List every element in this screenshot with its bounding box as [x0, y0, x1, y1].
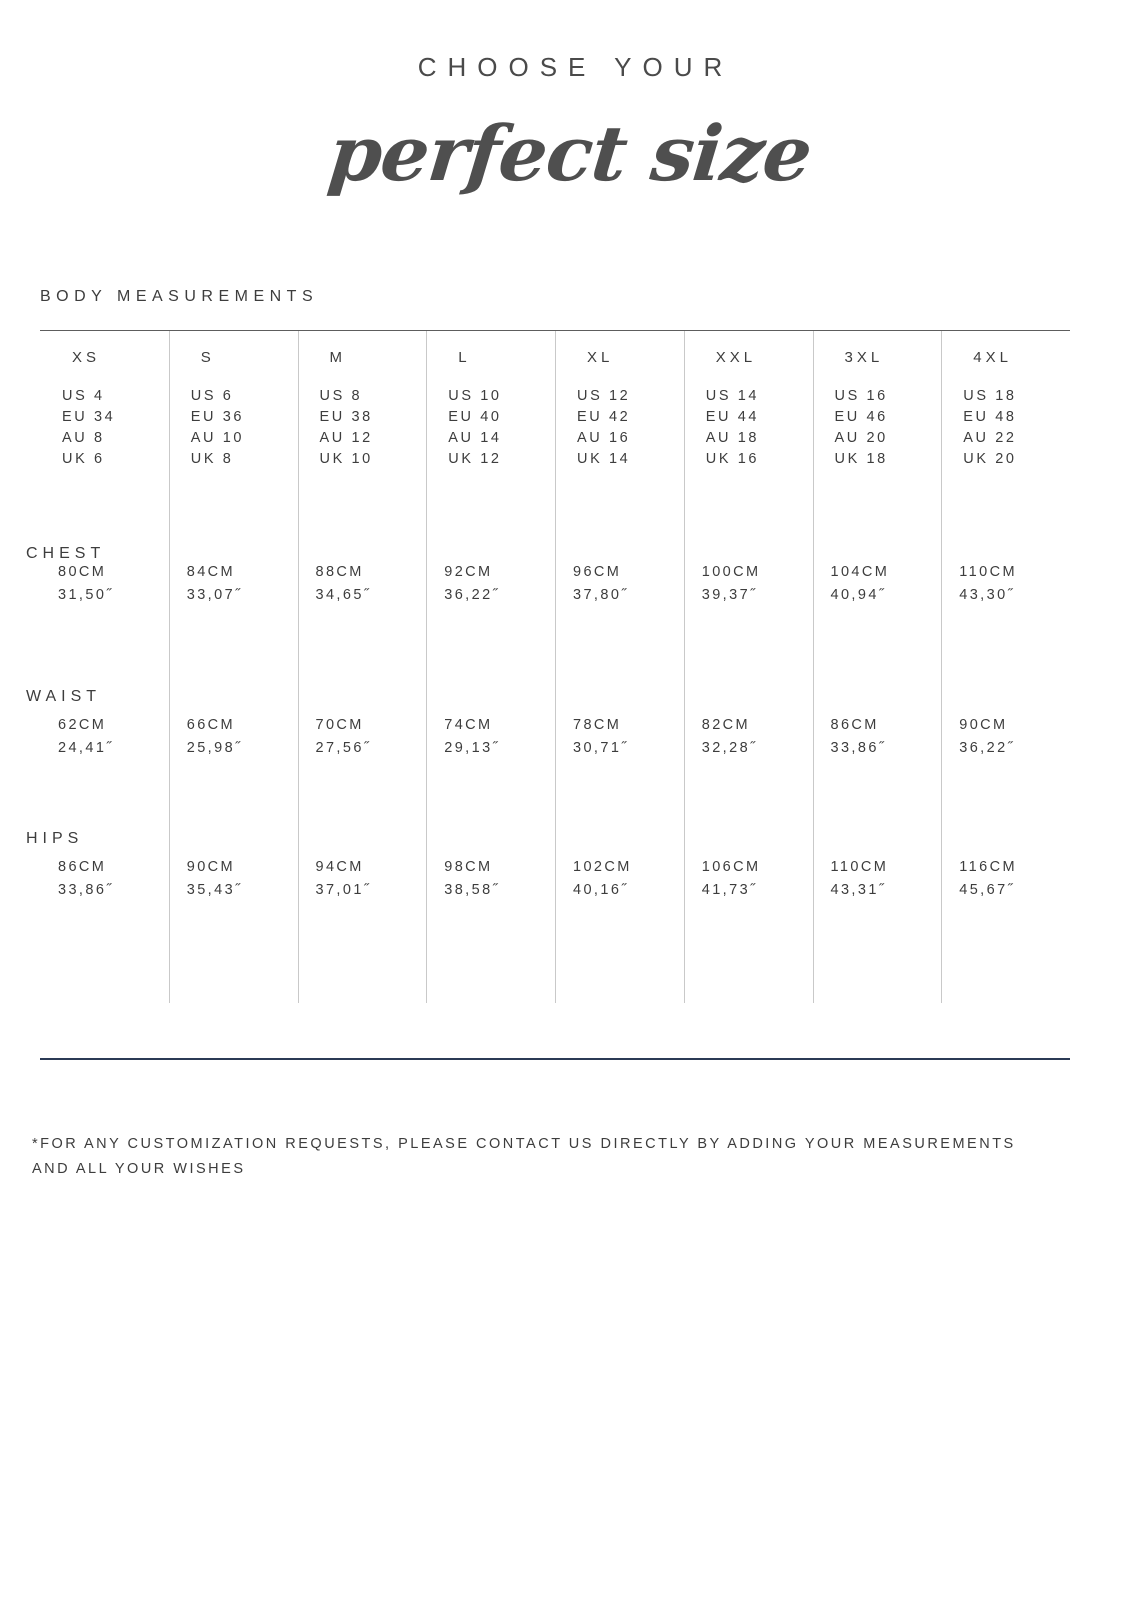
chest-inch: 36,22˝: [444, 587, 500, 603]
row-label-hips: HIPS: [26, 830, 84, 847]
size-au: AU 18: [705, 430, 760, 446]
chest-cm: 84CM: [186, 564, 236, 580]
chest-cm: 88CM: [315, 564, 364, 580]
chest-measurement: [831, 561, 890, 607]
chest-measurement: [702, 561, 761, 607]
hips-inch: 40,16˝: [573, 882, 629, 898]
size-us: US 18: [963, 388, 1017, 404]
chest-cm: 92CM: [444, 564, 493, 580]
size-name: XXL: [715, 349, 757, 366]
size-column-xl: [555, 331, 684, 1003]
hips-cm: 86CM: [58, 859, 107, 875]
size-name: L: [458, 349, 471, 366]
size-uk: UK 6: [62, 451, 105, 467]
chest-inch: 31,50˝: [58, 587, 114, 603]
waist-inch: 29,13˝: [444, 740, 500, 756]
hips-measurement: [444, 856, 500, 902]
chest-cm: 100CM: [701, 564, 761, 580]
waist-inch: 25,98˝: [186, 740, 243, 756]
waist-cm: 62CM: [58, 717, 107, 733]
chest-measurement: [58, 561, 114, 607]
size-uk: UK 12: [448, 451, 502, 467]
size-eu: EU 36: [190, 409, 245, 425]
hips-cm: 94CM: [315, 859, 364, 875]
waist-inch: 27,56˝: [315, 740, 372, 756]
waist-inch: 36,22˝: [959, 740, 1015, 756]
size-conversions: [959, 386, 1070, 470]
hips-inch: 41,73˝: [701, 882, 758, 898]
hips-cm: 110CM: [830, 859, 889, 875]
waist-cm: 86CM: [830, 717, 879, 733]
size-column-xxl: [684, 331, 813, 1003]
size-au: AU 10: [190, 430, 245, 446]
size-au: AU 14: [448, 430, 502, 446]
waist-inch: 30,71˝: [573, 740, 629, 756]
waist-measurement: [573, 714, 629, 760]
waist-inch: 33,86˝: [830, 740, 887, 756]
chest-inch: 39,37˝: [701, 587, 758, 603]
size-eu: EU 34: [62, 409, 116, 425]
size-conversions: [444, 386, 555, 470]
waist-measurement: [959, 714, 1015, 760]
page-header: [0, 0, 1140, 198]
size-eu: EU 44: [705, 409, 760, 425]
chest-cm: 80CM: [58, 564, 107, 580]
hips-inch: 45,67˝: [959, 882, 1015, 898]
size-conversions: [187, 386, 298, 470]
waist-cm: 82CM: [701, 717, 751, 733]
chest-inch: 34,65˝: [315, 587, 372, 603]
waist-measurement: [702, 714, 758, 760]
size-uk: UK 20: [963, 451, 1017, 467]
chest-cm: 104CM: [830, 564, 890, 580]
size-eu: EU 48: [963, 409, 1017, 425]
page-title-script: perfect size: [324, 109, 816, 198]
size-column-l: [426, 331, 555, 1003]
size-eu: EU 38: [319, 409, 373, 425]
hips-cm: 116CM: [959, 859, 1017, 875]
size-eu: EU 46: [834, 409, 888, 425]
size-name: 3XL: [844, 349, 884, 366]
hips-inch: 38,58˝: [444, 882, 500, 898]
hips-measurement: [831, 856, 889, 902]
size-us: US 12: [577, 388, 631, 404]
size-us: US 6: [190, 388, 234, 404]
size-conversions: [573, 386, 684, 470]
waist-measurement: [187, 714, 243, 760]
row-label-chest: CHEST: [26, 545, 106, 562]
waist-cm: 70CM: [315, 717, 364, 733]
section-label-body-measurements: BODY MEASUREMENTS: [40, 288, 319, 305]
hips-cm: 106CM: [701, 859, 761, 875]
hips-cm: 90CM: [186, 859, 236, 875]
chest-measurement: [187, 561, 243, 607]
waist-measurement: [58, 714, 114, 760]
size-column-3xl: [813, 331, 942, 1003]
waist-cm: 78CM: [573, 717, 622, 733]
chest-measurement: [959, 561, 1017, 607]
size-name: S: [200, 349, 215, 366]
size-au: AU 8: [62, 430, 105, 446]
waist-cm: 74CM: [444, 717, 493, 733]
size-au: AU 16: [577, 430, 631, 446]
size-conversions: [831, 386, 942, 470]
size-column-xs: [40, 331, 169, 1003]
hips-measurement: [187, 856, 243, 902]
size-conversions: [58, 386, 169, 470]
hips-measurement: [58, 856, 114, 902]
chest-measurement: [573, 561, 629, 607]
waist-measurement: [316, 714, 372, 760]
size-uk: UK 18: [834, 451, 888, 467]
size-uk: UK 10: [319, 451, 373, 467]
size-conversions: [702, 386, 813, 470]
hips-cm: 98CM: [444, 859, 493, 875]
size-au: AU 22: [963, 430, 1017, 446]
size-us: US 8: [319, 388, 363, 404]
size-us: US 14: [705, 388, 760, 404]
chest-inch: 33,07˝: [186, 587, 243, 603]
hips-measurement: [573, 856, 632, 902]
hips-measurement: [316, 856, 372, 902]
size-column-4xl: [941, 331, 1070, 1003]
hips-inch: 33,86˝: [58, 882, 114, 898]
size-uk: UK 14: [577, 451, 631, 467]
hips-inch: 37,01˝: [315, 882, 372, 898]
row-label-waist: WAIST: [26, 688, 102, 705]
chest-measurement: [316, 561, 372, 607]
customization-note: *FOR ANY CUSTOMIZATION REQUESTS, PLEASE CONTACT US DIRECTLY BY ADDING YOUR MEASUREMENTS AND ALL YOUR WISHES: [32, 1136, 1016, 1177]
chest-inch: 43,30˝: [959, 587, 1015, 603]
size-au: AU 20: [834, 430, 888, 446]
size-table: [40, 331, 1070, 1003]
waist-measurement: [831, 714, 887, 760]
hips-measurement: [959, 856, 1017, 902]
size-au: AU 12: [319, 430, 373, 446]
size-us: US 10: [448, 388, 502, 404]
chest-cm: 96CM: [573, 564, 622, 580]
size-name: XL: [587, 349, 614, 366]
page-title-top: CHOOSE YOUR: [417, 52, 734, 82]
chest-cm: 110CM: [959, 564, 1017, 580]
size-name: M: [329, 349, 346, 366]
chest-measurement: [444, 561, 500, 607]
size-eu: EU 40: [448, 409, 502, 425]
size-uk: UK 8: [190, 451, 234, 467]
waist-cm: 66CM: [186, 717, 236, 733]
waist-cm: 90CM: [959, 717, 1008, 733]
size-eu: EU 42: [577, 409, 631, 425]
size-us: US 16: [834, 388, 888, 404]
size-uk: UK 16: [705, 451, 760, 467]
hips-cm: 102CM: [573, 859, 632, 875]
hips-inch: 35,43˝: [186, 882, 243, 898]
table-bottom-rule: [40, 1058, 1070, 1060]
waist-inch: 24,41˝: [58, 740, 114, 756]
size-name: 4XL: [973, 349, 1012, 366]
chest-inch: 40,94˝: [830, 587, 887, 603]
hips-inch: 43,31˝: [830, 882, 887, 898]
waist-measurement: [444, 714, 500, 760]
waist-inch: 32,28˝: [701, 740, 758, 756]
size-us: US 4: [62, 388, 105, 404]
chest-inch: 37,80˝: [573, 587, 629, 603]
size-name: XS: [72, 349, 101, 366]
hips-measurement: [702, 856, 761, 902]
size-column-m: [298, 331, 427, 1003]
size-column-s: [169, 331, 298, 1003]
size-conversions: [316, 386, 427, 470]
